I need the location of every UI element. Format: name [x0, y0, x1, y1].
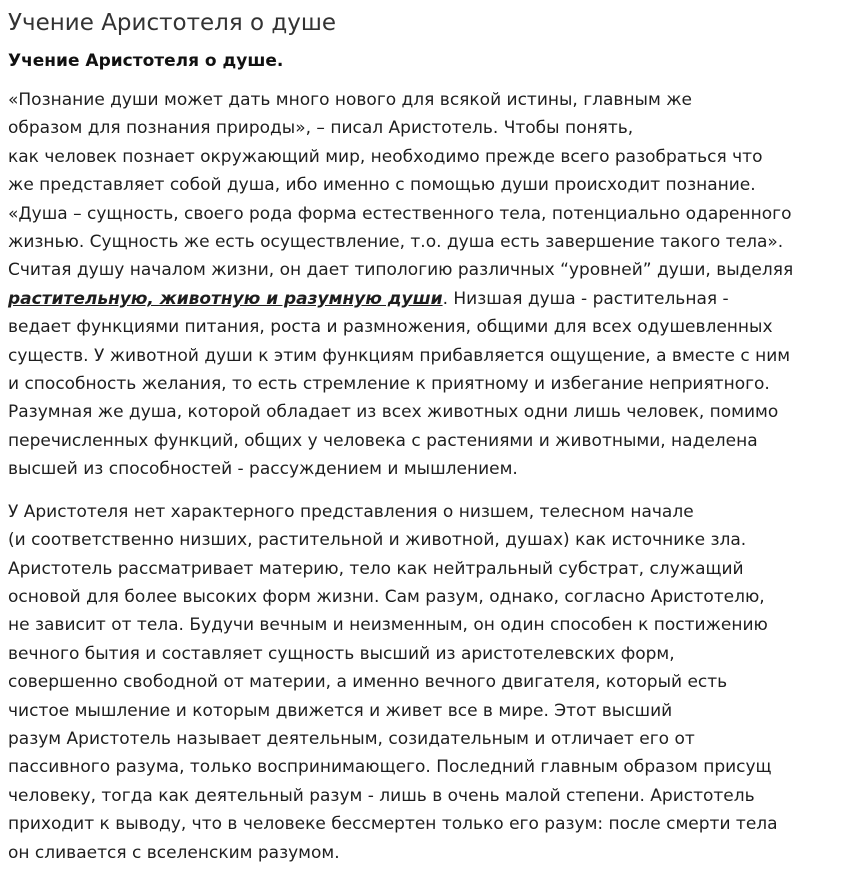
paragraph-1 — [8, 86, 847, 484]
text-line: человеку, тогда как деятельный разум - лишь в очень малой степени. Аристотель — [8, 785, 755, 806]
text-line-with-emphasis — [8, 285, 847, 313]
text-line: Считая душу началом жизни, он дает типологию различных “уровней” души, выделяя — [8, 260, 794, 281]
text-line: вечного бытия и составляет сущность высший из аристотелевских форм, — [8, 643, 675, 664]
page-title: Учение Аристотеля о душе — [8, 10, 337, 36]
text-line: Разумная же душа, которой обладает из всех животных одни лишь человек, помимо — [8, 402, 779, 423]
text-line: разум Аристотель называет деятельным, созидательным и отличает его от — [8, 728, 695, 749]
text-line: перечисленных функций, общих у человека с растениями и животными, наделена — [8, 430, 758, 451]
text-line: жизнью. Сущность же есть осуществление, т.о. душа есть завершение такого тела». — [8, 232, 784, 253]
text-line: приходит к выводу, что в человеке бессмертен только его разум: после смерти тела — [8, 814, 778, 835]
text-line: чистое мышление и которым движется и живет все в мире. Этот высший — [8, 700, 673, 721]
text-line: совершенно свободной от материи, а именно вечного двигателя, который есть — [8, 672, 728, 693]
text-line: высшей из способностей - рассуждением и мышлением. — [8, 459, 518, 480]
text-line: основой для более высоких форм жизни. Сам разум, однако, согласно Аристотелю, — [8, 586, 765, 607]
article-subtitle: Учение Аристотеля о душе. — [8, 51, 284, 71]
paragraph-2 — [8, 498, 847, 867]
text-line: он сливается с вселенским разумом. — [8, 842, 340, 863]
text-line: как человек познает окружающий мир, необходимо прежде всего разобраться что — [8, 146, 763, 167]
emphasis-tail: . Низшая душа - растительная - — [442, 288, 729, 309]
text-line: же представляет собой душа, ибо именно с помощью души происходит познание. — [8, 175, 756, 196]
text-line: Аристотель рассматривает материю, тело как нейтральный субстрат, служащий — [8, 558, 744, 579]
text-line: и способность желания, то есть стремление к приятному и избегание неприятного. — [8, 374, 770, 395]
text-line: (и соответственно низших, растительной и животной, душах) как источнике зла. — [8, 530, 747, 551]
text-line: пассивного разума, только воспринимающего. Последний главным образом присущ — [8, 757, 772, 778]
text-line: образом для познания природы», – писал Аристотель. Чтобы понять, — [8, 118, 634, 139]
text-line: «Познание души может дать много нового для всякой истины, главным же — [8, 90, 692, 110]
text-line: У Аристотеля нет характерного представления о низшем, телесном начале — [8, 501, 694, 522]
text-line: существ. У животной души к этим функциям прибавляется ощущение, а вместе с ним — [8, 345, 791, 366]
text-line: «Душа – сущность, своего рода форма естественного тела, потенциально одаренного — [8, 203, 792, 224]
text-line: не зависит от тела. Будучи вечным и неизменным, он один способен к постижению — [8, 615, 768, 636]
emphasized-soul-types: растительную, животную и разумную души — [8, 288, 443, 309]
text-line: ведает функциями питания, роста и размножения, общими для всех одушевленных — [8, 317, 773, 338]
